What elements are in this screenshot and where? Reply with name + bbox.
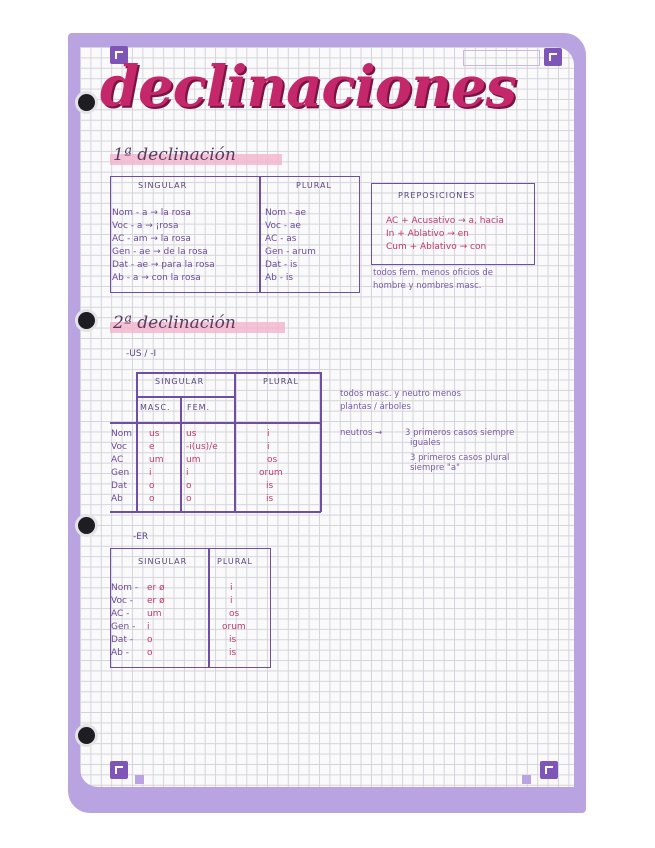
table-divider xyxy=(110,511,321,513)
er-plural-ending: i xyxy=(230,583,233,593)
table-divider xyxy=(208,548,210,667)
case-label: Ab xyxy=(111,494,123,504)
fem-ending: -i(us)/e xyxy=(186,442,218,452)
first-singular-row: Gen - ae → de la rosa xyxy=(112,247,208,257)
fem-ending: us xyxy=(186,429,197,439)
second-note-line: todos masc. y neutro menos xyxy=(340,389,462,399)
er-plural-ending: is xyxy=(229,648,237,658)
fem-ending: o xyxy=(186,494,192,504)
preposition-row: Cum + Ablativo → con xyxy=(386,242,487,252)
masc-ending: i xyxy=(149,468,152,478)
first-singular-row: Voc - a → ¡rosa xyxy=(112,221,179,231)
first-plural-row: Gen - arum xyxy=(265,247,316,257)
first-plural-row: AC - as xyxy=(265,234,297,244)
plural-ending: os xyxy=(267,455,278,465)
case-label: Gen xyxy=(111,468,130,478)
er-case-label: Nom - xyxy=(111,583,139,593)
neutros-note: 3 primeros casos plural xyxy=(410,453,510,463)
punch-hole xyxy=(78,94,95,111)
plural-ending: i xyxy=(267,429,270,439)
plural-header: PLURAL xyxy=(296,181,332,190)
er-label: -ER xyxy=(133,532,149,542)
first-note-line: hombre y nombres masc. xyxy=(373,281,482,291)
table-divider xyxy=(136,372,138,512)
neutros-note: 3 primeros casos siempre xyxy=(405,428,515,438)
first-plural-row: Voc - ae xyxy=(265,221,301,231)
page-mark xyxy=(522,775,531,784)
er-singular-ending: o xyxy=(147,648,153,658)
singular-header: SINGULAR xyxy=(155,377,205,386)
table-divider xyxy=(259,176,261,292)
masc-ending: um xyxy=(149,455,164,465)
second-note-line: plantas / árboles xyxy=(340,402,411,412)
punch-hole xyxy=(78,312,95,329)
masc-ending: o xyxy=(149,494,155,504)
case-label: Voc xyxy=(111,442,127,452)
first-note-line: todos fem. menos oficios de xyxy=(373,268,493,278)
punch-hole xyxy=(78,517,95,534)
er-singular-ending: um xyxy=(147,609,162,619)
singular-header: SINGULAR xyxy=(138,181,188,190)
first-plural-row: Ab - is xyxy=(265,273,294,283)
er-case-label: Gen - xyxy=(111,622,136,632)
neutros-label: neutros → xyxy=(340,428,383,438)
corner-marker-icon xyxy=(110,761,128,779)
fem-ending: um xyxy=(186,455,201,465)
section-heading-second: 2ª declinación xyxy=(113,313,236,333)
case-label: AC xyxy=(111,455,124,465)
masc-ending: us xyxy=(149,429,160,439)
er-plural-ending: os xyxy=(229,609,240,619)
preposition-row: AC + Acusativo → a, hacia xyxy=(386,216,504,226)
masc-ending: e xyxy=(149,442,155,452)
corner-marker-icon xyxy=(540,761,558,779)
masc-ending: o xyxy=(149,481,155,491)
table-divider xyxy=(320,372,322,512)
neutros-note: siempre "a" xyxy=(410,463,460,473)
er-case-label: AC - xyxy=(111,609,130,619)
er-singular-ending: i xyxy=(147,622,150,632)
case-label: Dat xyxy=(111,481,127,491)
masc-header: MASC. xyxy=(140,403,171,412)
er-case-label: Voc - xyxy=(111,596,134,606)
us-i-label: -US / -I xyxy=(126,349,157,359)
plural-header: PLURAL xyxy=(263,377,299,386)
case-label: Nom xyxy=(111,429,133,439)
fem-ending: o xyxy=(186,481,192,491)
er-plural-ending: orum xyxy=(222,622,246,632)
neutros-note: iguales xyxy=(410,438,441,448)
first-plural-row: Nom - ae xyxy=(265,208,307,218)
table-divider xyxy=(110,422,321,424)
table-divider xyxy=(234,372,236,512)
er-table xyxy=(110,548,271,668)
prepositions-title: PREPOSICIONES xyxy=(398,191,476,200)
fem-header: FEM. xyxy=(187,403,211,412)
plural-ending: is xyxy=(266,481,274,491)
er-plural-ending: i xyxy=(230,596,233,606)
page-title: declinaciones xyxy=(100,54,517,120)
first-plural-row: Dat - is xyxy=(265,260,298,270)
er-case-label: Dat - xyxy=(111,635,134,645)
er-plural-ending: is xyxy=(229,635,237,645)
punch-hole xyxy=(78,727,95,744)
er-singular-ending: er ø xyxy=(147,583,165,593)
first-singular-row: Dat - ae → para la rosa xyxy=(112,260,215,270)
section-heading-first: 1ª declinación xyxy=(113,145,236,165)
first-singular-row: AC - am → la rosa xyxy=(112,234,191,244)
er-plural-header: PLURAL xyxy=(217,557,253,566)
er-singular-ending: o xyxy=(147,635,153,645)
er-singular-header: SINGULAR xyxy=(138,557,188,566)
table-divider xyxy=(180,396,182,512)
corner-marker-icon xyxy=(544,48,562,66)
table-divider xyxy=(136,396,234,398)
er-singular-ending: er ø xyxy=(147,596,165,606)
fem-ending: i xyxy=(186,468,189,478)
plural-ending: orum xyxy=(259,468,283,478)
table-divider xyxy=(136,372,320,374)
preposition-row: In + Ablativo → en xyxy=(386,229,469,239)
page-mark xyxy=(135,775,144,784)
first-singular-row: Ab - a → con la rosa xyxy=(112,273,201,283)
plural-ending: i xyxy=(267,442,270,452)
plural-ending: is xyxy=(266,494,274,504)
first-singular-row: Nom - a → la rosa xyxy=(112,208,191,218)
er-case-label: Ab - xyxy=(111,648,129,658)
